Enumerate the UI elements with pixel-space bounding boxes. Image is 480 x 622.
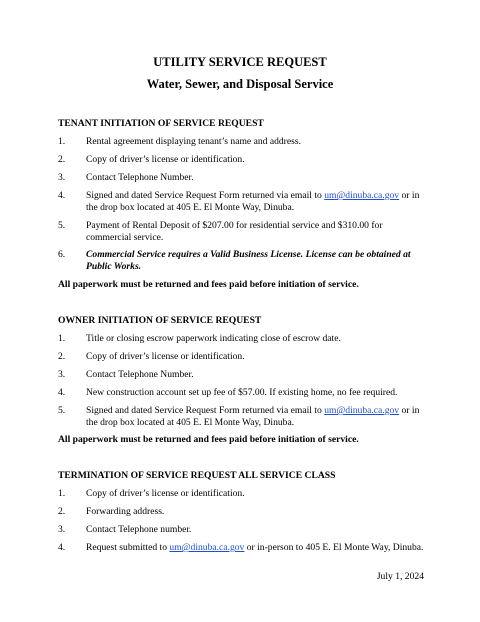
owner-section-heading: OWNER INITIATION OF SERVICE REQUEST <box>58 315 262 326</box>
item-text <box>86 190 428 214</box>
item-text-post: or in-person to 405 E. El Monte Way, Dinuba. <box>244 542 424 553</box>
owner-note: All paperwork must be returned and fees paid before initiation of service. <box>58 434 359 445</box>
tenant-item-5 <box>58 220 428 244</box>
item-number: 2. <box>58 351 66 362</box>
item-text: Payment of Rental Deposit of $207.00 for residential service and $310.00 for commercial service. <box>86 220 383 243</box>
item-text: Commercial Service requires a Valid Business License. License can be obtained at Public Works. <box>86 249 411 272</box>
item-text: Forwarding address. <box>86 506 165 517</box>
item-number: 5. <box>58 405 66 416</box>
item-text: Contact Telephone Number. <box>86 172 194 183</box>
item-number: 1. <box>58 488 66 499</box>
tenant-item-1 <box>58 136 428 148</box>
termination-item-1 <box>58 488 428 500</box>
item-text-post: or in the drop box located at 405 E. El Monte Way, Dinuba. <box>86 405 420 428</box>
item-number: 1. <box>58 136 66 147</box>
item-text: Copy of driver’s license or identification. <box>86 488 245 499</box>
item-text <box>86 542 428 554</box>
item-number: 1. <box>58 333 66 344</box>
tenant-section-heading: TENANT INITIATION OF SERVICE REQUEST <box>58 118 264 129</box>
item-text: Copy of driver’s license or identification. <box>86 154 245 165</box>
item-number: 3. <box>58 172 66 183</box>
item-number: 6. <box>58 249 66 260</box>
item-text: Contact Telephone number. <box>86 524 192 535</box>
tenant-item-3 <box>58 172 428 184</box>
owner-item-1 <box>58 333 428 345</box>
email-link[interactable]: um@dinuba.ca.gov <box>324 405 400 416</box>
item-number: 4. <box>58 190 66 201</box>
item-text-post: or in the drop box located at 405 E. El Monte Way, Dinuba. <box>86 190 420 213</box>
owner-item-2 <box>58 351 428 363</box>
termination-item-4 <box>58 542 428 554</box>
item-text: Copy of driver’s license or identification. <box>86 351 245 362</box>
item-text-pre: Signed and dated Service Request Form returned via email to <box>86 190 325 201</box>
item-number: 4. <box>58 542 66 553</box>
document-date: July 1, 2024 <box>376 571 424 582</box>
email-link[interactable]: um@dinuba.ca.gov <box>324 190 400 201</box>
item-number: 3. <box>58 369 66 380</box>
item-text: Contact Telephone Number. <box>86 369 194 380</box>
owner-item-5 <box>58 405 428 429</box>
owner-item-3 <box>58 369 428 381</box>
tenant-item-4 <box>58 190 428 214</box>
item-text: Rental agreement displaying tenant’s name and address. <box>86 136 301 147</box>
termination-section-heading: TERMINATION OF SERVICE REQUEST ALL SERVICE CLASS <box>58 470 336 481</box>
item-number: 5. <box>58 220 66 231</box>
item-number: 2. <box>58 506 66 517</box>
email-link[interactable]: um@dinuba.ca.gov <box>169 542 245 553</box>
document-subtitle: Water, Sewer, and Disposal Service <box>146 77 334 91</box>
owner-item-4 <box>58 387 428 399</box>
item-text <box>86 405 428 429</box>
item-text-pre: Request submitted to <box>86 542 170 553</box>
termination-item-3 <box>58 524 428 536</box>
termination-item-2 <box>58 506 428 518</box>
item-number: 3. <box>58 524 66 535</box>
tenant-item-2 <box>58 154 428 166</box>
item-text-pre: Signed and dated Service Request Form returned via email to <box>86 405 325 416</box>
tenant-note: All paperwork must be returned and fees paid before initiation of service. <box>58 279 359 290</box>
item-number: 4. <box>58 387 66 398</box>
item-text: New construction account set up fee of $57.00. If existing home, no fee required. <box>86 387 398 398</box>
document-title: UTILITY SERVICE REQUEST <box>153 55 327 69</box>
tenant-item-6 <box>58 249 428 273</box>
item-text: Title or closing escrow paperwork indicating close of escrow date. <box>86 333 341 344</box>
item-number: 2. <box>58 154 66 165</box>
